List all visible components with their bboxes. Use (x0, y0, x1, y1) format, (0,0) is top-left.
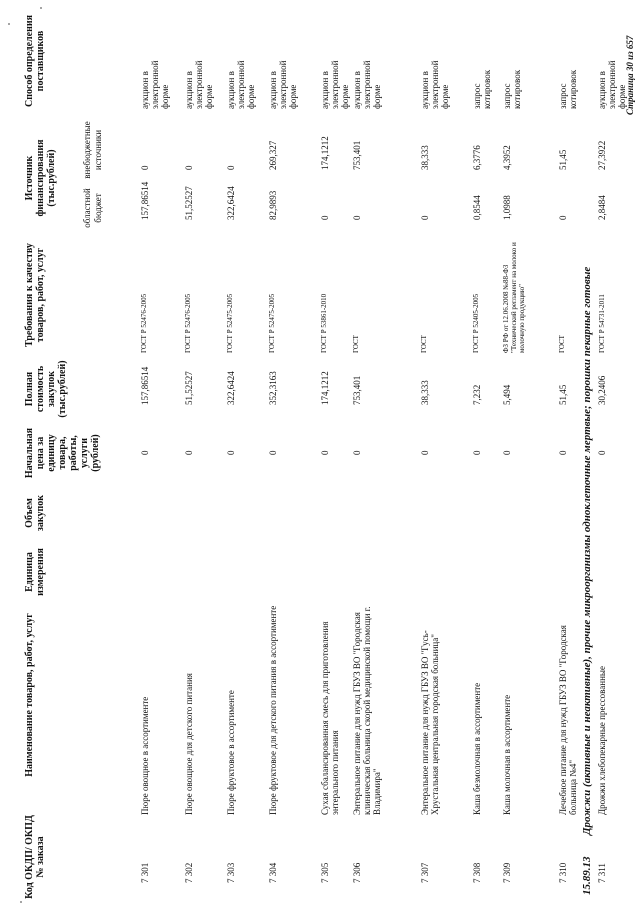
row-requirements: ГОСТ (352, 335, 360, 353)
header-price: Начальная цена за единицу товара, работы, услуги (рублей) (24, 427, 101, 479)
row-name: Энтеральное питание для нужд ГБУЗ ВО "Городская клиническая больница скорой медицинской помощи г. Владимира" (352, 606, 382, 815)
row-code: 7 301 (140, 862, 150, 883)
row-regional: 0,8544 (472, 195, 482, 220)
row-extra: 0 (226, 165, 236, 170)
row-price: 0 (420, 450, 430, 455)
row-regional: 157,86514 (140, 181, 150, 220)
row-extra: 4,3952 (502, 145, 512, 170)
row-method: запрос котировок (502, 69, 522, 109)
row-name: Лечебное питание для нужд ГБУЗ ВО "Городская больница №4" (558, 625, 578, 815)
row-method: запрос котировок (558, 69, 578, 109)
scan-speck (8, 23, 10, 25)
row-name: Каша молочная в ассортименте (502, 694, 512, 815)
row-price: 0 (268, 450, 278, 455)
row-code: 7 310 (558, 862, 568, 883)
row-code: 7 303 (226, 862, 236, 883)
row-code: 7 308 (472, 862, 482, 883)
row-total: 174,1212 (320, 371, 330, 405)
row-price: 0 (472, 450, 482, 455)
header-unit: Единица измерения (24, 548, 46, 596)
header-fin-extra: внебюджетные источники (82, 121, 103, 179)
row-requirements: ГОСТ Р 52475-2005 (268, 293, 276, 353)
row-extra: 174,1212 (320, 136, 330, 170)
page-number: Страница 30 из 657 (625, 35, 635, 115)
header-financing: Источник финансирования (тыс.рублей) (24, 139, 57, 217)
row-total: 157,86514 (140, 366, 150, 405)
row-extra: 51,45 (558, 149, 568, 170)
row-method: аукцион в электронной форме (352, 60, 382, 109)
row-regional: 2,8484 (597, 195, 607, 220)
header-name: Наименование товаров, работ, услуг (24, 613, 35, 777)
row-requirements: ГОСТ (420, 335, 428, 353)
row-requirements: ГОСТ Р 52476-2005 (184, 293, 192, 353)
row-price: 0 (558, 450, 568, 455)
row-requirements: ГОСТ Р 52476-2005 (140, 293, 148, 353)
row-total: 30,2406 (597, 375, 607, 405)
row-extra: 6,3776 (472, 145, 482, 170)
row-price: 0 (184, 450, 194, 455)
row-code: 7 305 (320, 862, 330, 883)
row-name: Дрожжи хлебопекарные прессованные (597, 666, 607, 815)
row-name: Каша безмолочная в ассортименте (472, 682, 482, 815)
header-requirements: Требования к качеству товаров, работ, услуг (24, 243, 46, 347)
header-total: Полная стоимость закупок (тыс.рублей) (24, 360, 68, 418)
row-regional: 0 (558, 215, 568, 220)
row-code: 7 311 (597, 863, 607, 883)
row-method: аукцион в электронной форме (597, 60, 627, 109)
row-name: Энтеральное питание для нужд ГБУЗ ВО "Гусь-Хрустальная центральная городская больница" (420, 630, 440, 815)
row-method: аукцион в электронной форме (420, 60, 450, 109)
row-requirements: ГОСТ Р 52405-2005 (472, 293, 480, 353)
row-price: 0 (597, 450, 607, 455)
row-name: Сухая сбалансированная смесь для приготовления энтерального питания (320, 621, 340, 815)
row-price: 0 (502, 450, 512, 455)
row-price: 0 (140, 450, 150, 455)
row-extra: 753,401 (352, 140, 362, 170)
row-requirements: ГОСТ Р 53861-2010 (320, 293, 328, 353)
row-name: Пюре фруктовое для детского питания в ассортименте (268, 605, 278, 815)
row-code: 7 309 (502, 862, 512, 883)
row-price: 0 (352, 450, 362, 455)
row-method: запрос котировок (472, 69, 492, 109)
section-code: 15.89.13 (581, 856, 593, 895)
row-regional: 322,6424 (226, 186, 236, 220)
scan-speck (40, 7, 42, 9)
row-extra: 38,333 (420, 145, 430, 170)
header-code: Код ОКДП/ ОКПД № заказа (24, 815, 46, 899)
scan-speck (20, 901, 22, 903)
row-total: 322,6424 (226, 371, 236, 405)
row-extra: 0 (184, 165, 194, 170)
row-method: аукцион в электронной форме (268, 60, 298, 109)
row-total: 352,3163 (268, 371, 278, 405)
row-requirements: ГОСТ (558, 335, 566, 353)
header-volume: Объем закупок (24, 494, 46, 532)
row-total: 51,52527 (184, 371, 194, 405)
row-regional: 82,9893 (268, 190, 278, 220)
row-code: 7 302 (184, 862, 194, 883)
row-method: аукцион в электронной форме (184, 60, 214, 109)
row-extra: 269,327 (268, 140, 278, 170)
row-code: 7 307 (420, 862, 430, 883)
row-regional: 0 (320, 215, 330, 220)
row-extra: 0 (140, 165, 150, 170)
row-requirements: ГОСТ Р 52475-2005 (226, 293, 234, 353)
row-code: 7 306 (352, 862, 362, 883)
row-price: 0 (226, 450, 236, 455)
section-title: Дрожжи (активные и неактивные), прочие микроорганизмы одноклеточные мертвые; порошки пекарные готовые (581, 266, 593, 835)
row-method: аукцион в электронной форме (226, 60, 256, 109)
row-requirements: ГОСТ Р 54731-2011 (598, 294, 606, 353)
row-total: 51,45 (558, 384, 568, 405)
row-regional: 1,0988 (502, 195, 512, 220)
row-code: 7 304 (268, 862, 278, 883)
row-name: Пюре овощное для детского питания (184, 673, 194, 815)
row-name: Пюре фруктовое в ассортименте (226, 690, 236, 815)
row-name: Пюре овощное в ассортименте (140, 696, 150, 815)
row-total: 7,232 (472, 384, 482, 405)
row-total: 38,333 (420, 380, 430, 405)
row-regional: 0 (420, 215, 430, 220)
header-fin-regional: областной бюджет (82, 188, 103, 228)
row-requirements: ФЗ РФ от 12.06.2008 №88-ФЗ "Технический регламент на молоко и молочную продукцию" (502, 242, 526, 353)
header-method: Способ определения поставщиков (24, 14, 46, 108)
row-price: 0 (320, 450, 330, 455)
row-regional: 51,52527 (184, 186, 194, 220)
row-method: аукцион в электронной форме (140, 60, 170, 109)
row-total: 753,401 (352, 375, 362, 405)
row-method: аукцион в электронной форме (320, 60, 350, 109)
row-total: 5,494 (502, 384, 512, 405)
row-extra: 27,3922 (597, 140, 607, 170)
row-regional: 0 (352, 215, 362, 220)
